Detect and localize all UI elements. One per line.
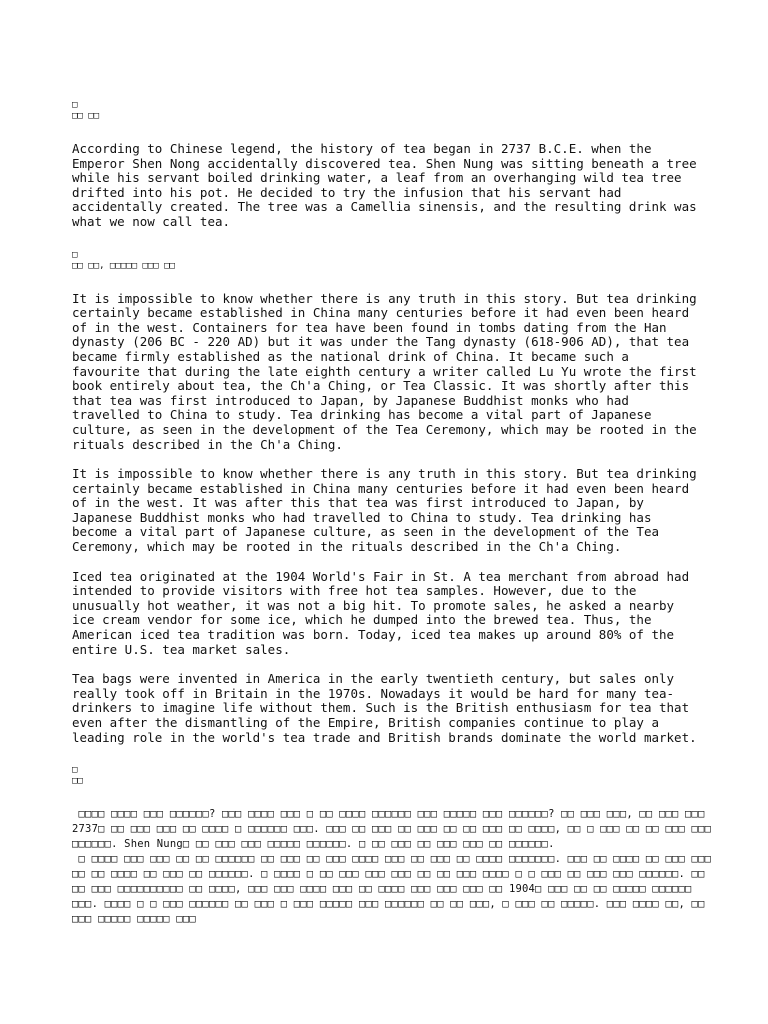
section-marker: □: [72, 765, 78, 776]
section-heading: □□ □□, □□□□□ □□□ □□: [72, 260, 175, 271]
paragraph-garbled-2: □ □□□□ □□□ □□□ □□ □□ □□□□□□ □□ □□□ □□ □□□ □□□□ □□□ □□ □□□ □□ □□□□ □□□□□□□. □□□ □□ □□□□ □□ □□□ □□□ □□ □□ □□□□ □□ □□□ □□ □□□□□□. □ □□□□ □ □□ □□□ □□□ □□□ □□ □□ □□□ □□□□ □ □ □□□ □□ □□□ □□□ □□□□□□. □□ □□ □□□ □□□□□□□□□□ □□ □□□□, □□□ □□□ □□□□ □□□ □□ □□□□ □□□ □□□ □□□ □□ 1904□ □□□ □□ □□ □□□□□ □□□□□□ □□□. □□□□ □ □ □□□ □□□□□□ □□ □□□ □ □□□ □□□□□ □□□ □□□□□□ □□ □□ □□□, □ □□□ □□ □□□□□. □□□ □□□□ □□, □□ □□□ □□□□□ □□□□□ □□□: [72, 853, 718, 926]
section-marker: □: [72, 249, 78, 260]
section-history-intro: [72, 100, 712, 230]
section-tea-spread: [72, 250, 712, 746]
document-page: [72, 100, 718, 939]
section-heading: □□: [72, 776, 83, 787]
section-heading: □□ □□: [72, 111, 100, 121]
section-marker: □: [72, 100, 78, 110]
paragraph-tea-bags: Tea bags were invented in America in the early twentieth century, but sales only really took off in Britain in the 1970s. Nowadays it would be hard for many tea- drinkers to imagine life without them. Such is the British enthusiasm for tea that even after the dismantling of the Empire, British companies continue to play a leading role in the world's tea trade and British brands dominate the world market.: [72, 671, 697, 745]
paragraph-china-history: It is impossible to know whether there is any truth in this story. But tea drinking certainly became established in China many centuries before it had even been heard of in the west. Containers for tea have been found in tombs dating from the Han dynasty (206 BC - 220 AD) but it was under the Tang dynasty (618-906 AD), that tea became firmly established as the national drink of China. It became such a favourite that during the late eighth century a writer called Lu Yu wrote the first book entirely about tea, the Ch'a Ching, or Tea Classic. It was shortly after this that tea was first introduced to Japan, by Japanese Buddhist monks who had travelled to China to study. Tea drinking has become a vital part of Japanese culture, as seen in the development of the Tea Ceremony, which may be rooted in the rituals described in the Ch'a Ching.: [72, 290, 697, 452]
paragraph-legend: According to Chinese legend, the history of tea began in 2737 B.C.E. when the Emperor Shen Nong accidentally discovered tea. Shen Nung was sitting beneath a tree while his servant boiled drinking water, a leaf from an overhanging wild tea tree drifted into his pot. He decided to try the infusion that his servant had accidentally created. The tree was a Camellia sinensis, and the resulting drink was what we now call tea.: [72, 141, 697, 229]
paragraph-garbled-1: □□□□ □□□□ □□□ □□□□□□? □□□ □□□□ □□□ □ □□ □□□□ □□□□□□ □□□ □□□□□ □□□ □□□□□□? □□ □□□ □□□, □□ □□□ □□□ 2737□ □□ □□□ □□□ □□ □□□□ □ □□□□□□ □□□. □□□ □□ □□□ □□ □□□ □□ □□ □□□ □□ □□□□, □□ □ □□□ □□ □□ □□□ □□□ □□□□□□. Shen Nung□ □□ □□□ □□□ □□□□□ □□□□□□. □ □□ □□□ □□ □□□ □□□ □□ □□□□□□.: [72, 808, 718, 851]
paragraph-iced-tea: Iced tea originated at the 1904 World's Fair in St. A tea merchant from abroad had intended to provide visitors with free hot tea samples. However, due to the unusually hot weather, it was not a big hit. To promote sales, he asked a nearby ice cream vendor for some ice, which he dumped into the brewed tea. Thus, the American iced tea tradition was born. Today, iced tea makes up around 80% of the entire U.S. tea market sales.: [72, 568, 690, 657]
paragraph-japan: It is impossible to know whether there is any truth in this story. But tea drinking certainly became established in China many centuries before it had even been heard of in the west. It was after this that tea was first introduced to Japan, by Japanese Buddhist monks who had travelled to China to study. Tea drinking has become a vital part of Japanese culture, as seen in the development of the Tea Ceremony, which may be rooted in the rituals described in the Ch'a Ching.: [72, 466, 697, 555]
section-translation: [72, 765, 718, 927]
